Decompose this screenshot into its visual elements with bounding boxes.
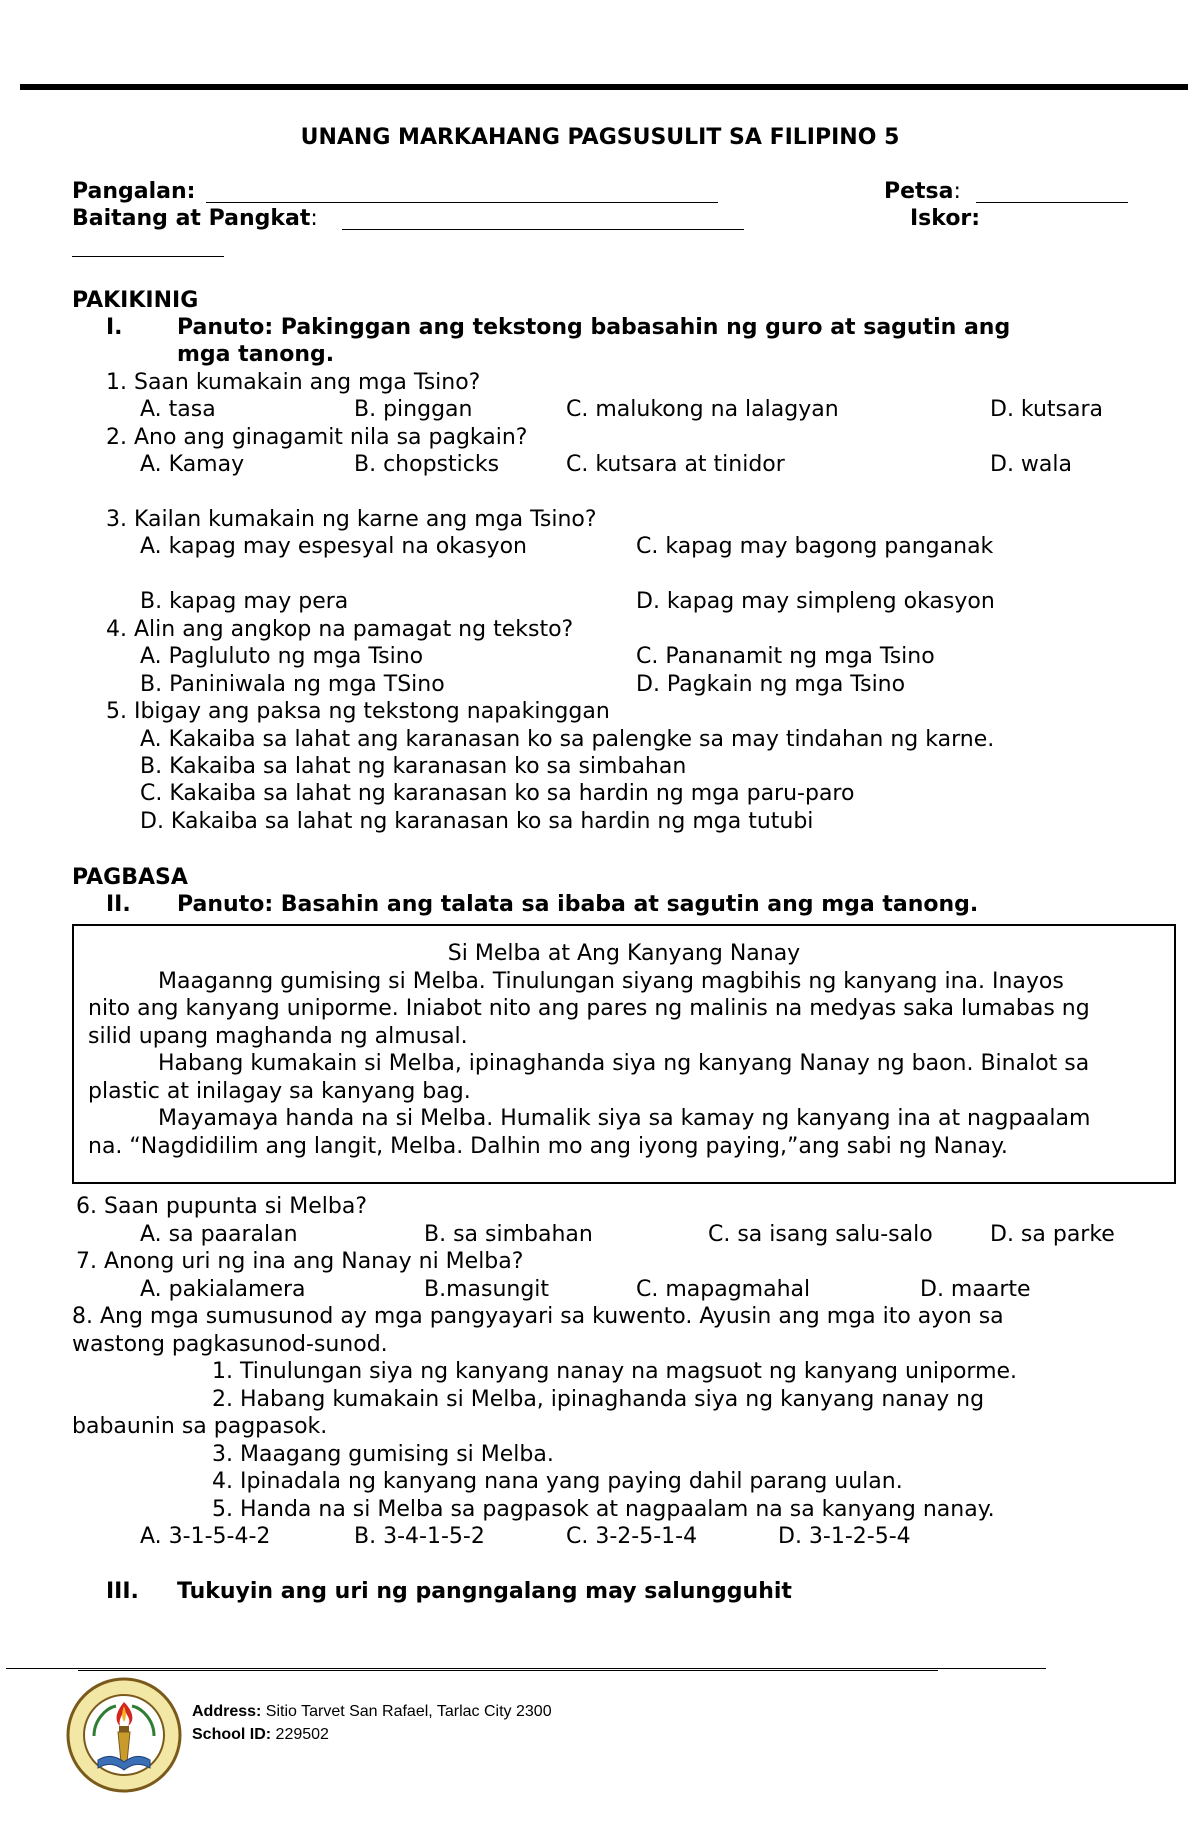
q3-choice-c[interactable]: C. kapag may bagong panganak [636, 534, 994, 559]
school-seal-icon [64, 1676, 184, 1794]
name-blank[interactable] [206, 202, 718, 203]
q8-choice-a[interactable]: A. 3-1-5-4-2 [140, 1524, 271, 1549]
q5-choice-b[interactable]: B. Kakaiba sa lahat ng karanasan ko sa simbahan [140, 754, 687, 779]
q1-choice-a[interactable]: A. tasa [140, 397, 216, 422]
question-8-line2: wastong pagkasunod-sunod. [72, 1332, 388, 1357]
story-title: Si Melba at Ang Kanyang Nanay [447, 941, 801, 966]
question-1: 1. Saan kumakain ang mga Tsino? [106, 370, 481, 395]
q2-choice-c[interactable]: C. kutsara at tinidor [566, 452, 785, 477]
question-2: 2. Ano ang ginagamit nila sa pagkain? [106, 425, 528, 450]
q1-choice-d[interactable]: D. kutsara [990, 397, 1104, 422]
q7-choice-c[interactable]: C. mapagmahal [636, 1277, 811, 1302]
q3-choice-b[interactable]: B. kapag may pera [140, 589, 349, 614]
q5-choice-a[interactable]: A. Kakaiba sa lahat ang karanasan ko sa palengke sa may tindahan ng karne. [140, 727, 995, 752]
q7-choice-d[interactable]: D. maarte [920, 1277, 1031, 1302]
footer-rule-inner [78, 1670, 938, 1671]
story-line: plastic at inilagay sa kanyang bag. [88, 1079, 471, 1104]
q5-choice-d[interactable]: D. Kakaiba sa lahat ng karanasan ko sa hardin ng mga tutubi [140, 809, 814, 834]
q4-choice-a[interactable]: A. Pagluluto ng mga Tsino [140, 644, 424, 669]
top-rule [20, 84, 1188, 90]
school-id-value: 229502 [271, 1726, 329, 1743]
footer-school-id [192, 1723, 329, 1746]
section-numeral-1: I. [106, 315, 123, 340]
question-4: 4. Alin ang angkop na pamagat ng teksto? [106, 617, 574, 642]
question-6: 6. Saan pupunta si Melba? [76, 1194, 368, 1219]
section-heading-pakikinig: PAKIKINIG [72, 288, 199, 313]
story-line: Maaganng gumising si Melba. Tinulungan siyang magbihis ng kanyang ina. Inayos [158, 969, 1064, 994]
page-title: UNANG MARKAHANG PAGSUSULIT SA FILIPINO 5 [300, 125, 900, 150]
directions-1-line1: Panuto: Pakinggan ang tekstong babasahin ng guro at sagutin ang [177, 315, 1011, 340]
question-3: 3. Kailan kumakain ng karne ang mga Tsino? [106, 507, 597, 532]
name-label: Pangalan: [72, 179, 196, 204]
story-line: na. “Nagdidilim ang langit, Melba. Dalhin mo ang iyong paying,”ang sabi ng Nanay. [88, 1134, 1008, 1159]
section-numeral-2: II. [106, 892, 131, 917]
q2-choice-b[interactable]: B. chopsticks [354, 452, 500, 477]
address-label: Address: [192, 1703, 262, 1720]
score-label: Iskor: [910, 206, 981, 231]
date-blank[interactable] [976, 202, 1128, 203]
q8-choice-b[interactable]: B. 3-4-1-5-2 [354, 1524, 485, 1549]
q8-event-2-cont: babaunin sa pagpasok. [72, 1414, 328, 1439]
q3-choice-d[interactable]: D. kapag may simpleng okasyon [636, 589, 995, 614]
address-value: Sitio Tarvet San Rafael, Tarlac City 2300 [261, 1703, 552, 1720]
q4-choice-c[interactable]: C. Pananamit ng mga Tsino [636, 644, 935, 669]
q6-choice-b[interactable]: B. sa simbahan [424, 1222, 593, 1247]
footer-address [192, 1700, 552, 1723]
q6-choice-a[interactable]: A. sa paaralan [140, 1222, 298, 1247]
directions-3: Tukuyin ang uri ng pangngalang may salungguhit [177, 1579, 792, 1604]
q8-event-5: 5. Handa na si Melba sa pagpasok at nagpaalam na sa kanyang nanay. [212, 1497, 995, 1522]
section-numeral-3: III. [106, 1579, 139, 1604]
question-8-line1: 8. Ang mga sumusunod ay mga pangyayari sa kuwento. Ayusin ang mga ito ayon sa [72, 1304, 1004, 1329]
q1-choice-b[interactable]: B. pinggan [354, 397, 473, 422]
section-heading-pagbasa: PAGBASA [72, 865, 188, 890]
q8-event-1: 1. Tinulungan siya ng kanyang nanay na magsuot ng kanyang uniporme. [212, 1359, 1018, 1384]
q3-choice-a[interactable]: A. kapag may espesyal na okasyon [140, 534, 527, 559]
directions-1-line2: mga tanong. [177, 342, 335, 367]
q8-choice-c[interactable]: C. 3-2-5-1-4 [566, 1524, 698, 1549]
grade-blank[interactable] [342, 229, 744, 230]
grade-field-label: Baitang at Pangkat: [72, 206, 318, 231]
story-line: silid upang maghanda ng almusal. [88, 1024, 468, 1049]
question-5: 5. Ibigay ang paksa ng tekstong napakinggan [106, 699, 610, 724]
q1-choice-c[interactable]: C. malukong na lalagyan [566, 397, 839, 422]
story-line: nito ang kanyang uniporme. Iniabot nito ang pares ng malinis na medyas saka lumabas ng [88, 996, 1090, 1021]
date-field-label: Petsa: [884, 179, 961, 204]
q5-choice-c[interactable]: C. Kakaiba sa lahat ng karanasan ko sa hardin ng mga paru-paro [140, 781, 855, 806]
q6-choice-d[interactable]: D. sa parke [990, 1222, 1115, 1247]
q6-choice-c[interactable]: C. sa isang salu-salo [708, 1222, 933, 1247]
date-label: Petsa [884, 179, 954, 204]
q8-event-2: 2. Habang kumakain si Melba, ipinaghanda siya ng kanyang nanay ng [212, 1387, 985, 1412]
q7-choice-a[interactable]: A. pakialamera [140, 1277, 306, 1302]
directions-2: Panuto: Basahin ang talata sa ibaba at sagutin ang mga tanong. [177, 892, 979, 917]
q4-choice-d[interactable]: D. Pagkain ng mga Tsino [636, 672, 906, 697]
q8-choice-d[interactable]: D. 3-1-2-5-4 [778, 1524, 911, 1549]
q4-choice-b[interactable]: B. Paniniwala ng mga TSino [140, 672, 445, 697]
footer-rule [6, 1668, 1046, 1669]
score-blank[interactable] [72, 256, 224, 257]
story-line: Habang kumakain si Melba, ipinaghanda siya ng kanyang Nanay ng baon. Binalot sa [158, 1051, 1090, 1076]
q8-event-3: 3. Maagang gumising si Melba. [212, 1442, 554, 1467]
q2-choice-d[interactable]: D. wala [990, 452, 1072, 477]
story-line: Mayamaya handa na si Melba. Humalik siya sa kamay ng kanyang ina at nagpaalam [158, 1106, 1091, 1131]
q8-event-4: 4. Ipinadala ng kanyang nana yang paying dahil parang uulan. [212, 1469, 903, 1494]
grade-label: Baitang at Pangkat [72, 206, 311, 231]
school-id-label: School ID: [192, 1726, 272, 1743]
q2-choice-a[interactable]: A. Kamay [140, 452, 245, 477]
q7-choice-b[interactable]: B.masungit [424, 1277, 550, 1302]
question-7: 7. Anong uri ng ina ang Nanay ni Melba? [76, 1249, 524, 1274]
